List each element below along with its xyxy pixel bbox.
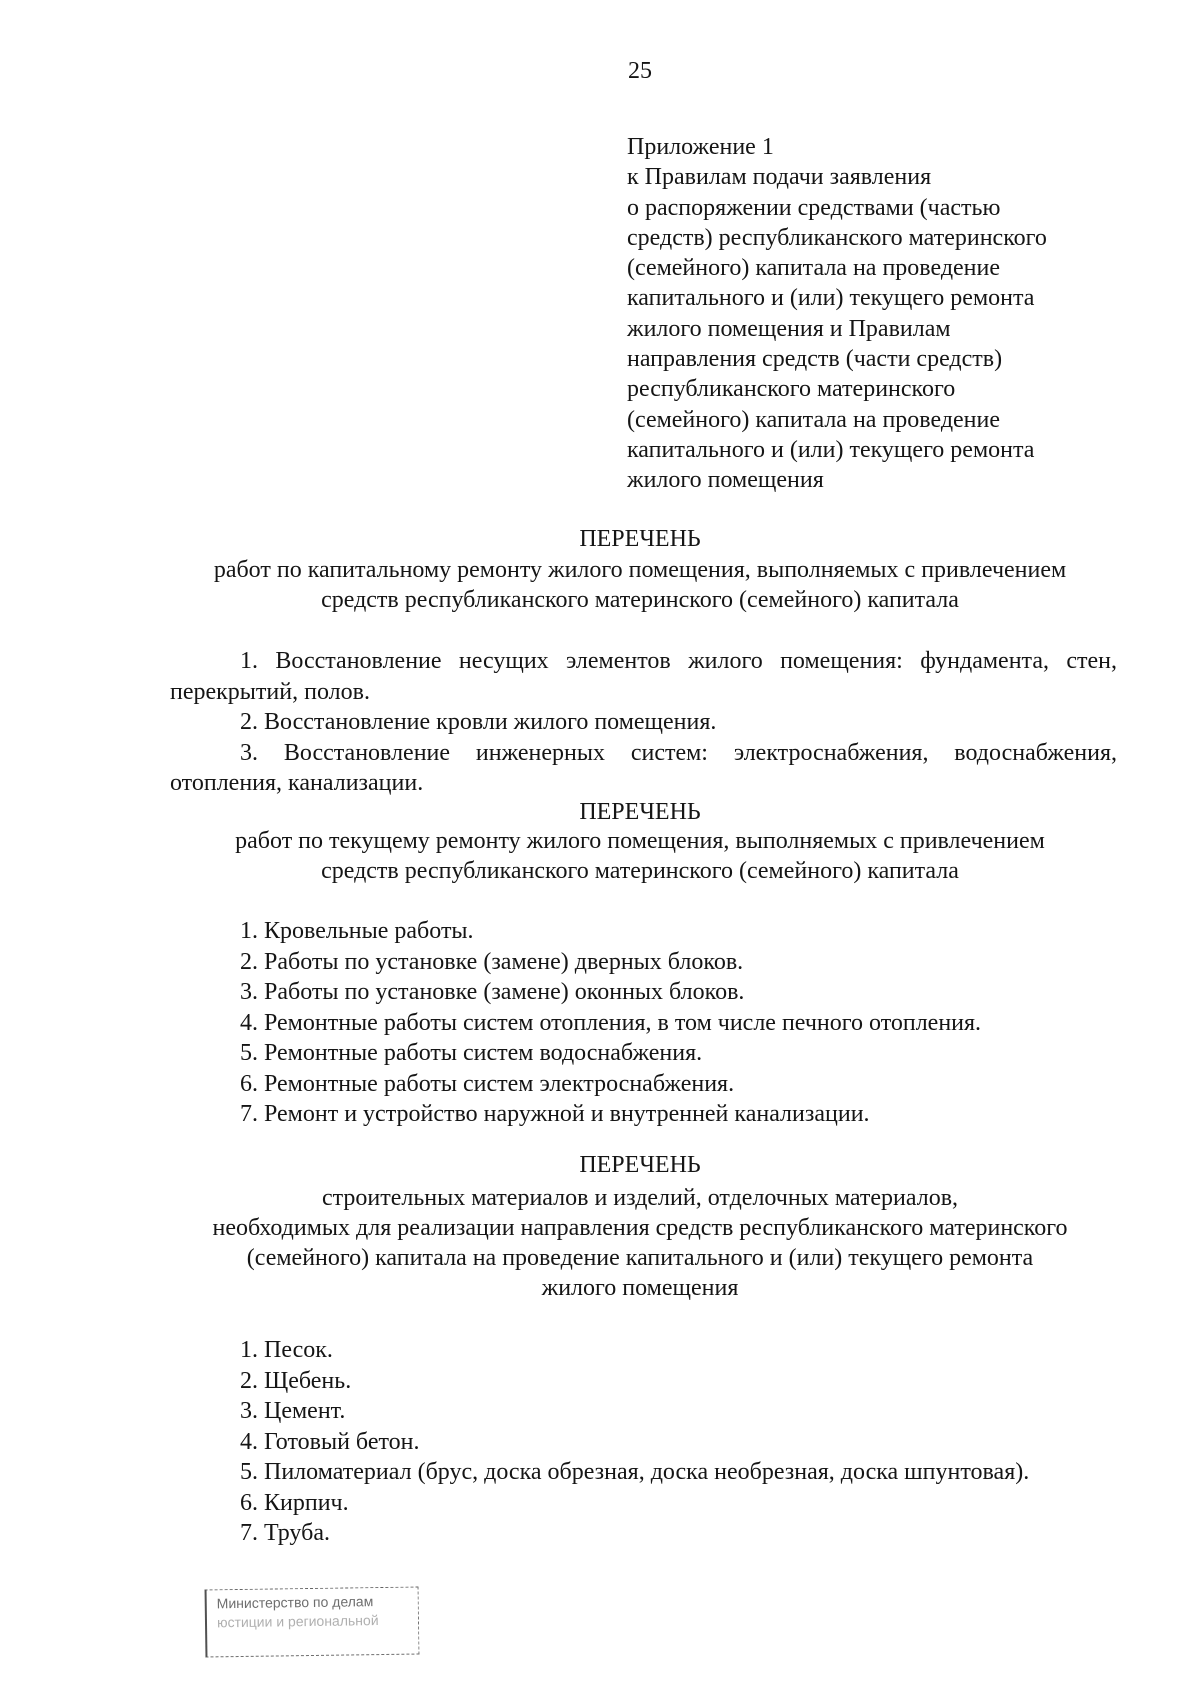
section1-list (170, 646, 1117, 799)
stamp-line: юстиции и региональной (216, 1612, 379, 1631)
section3-list (240, 1335, 1140, 1549)
section2-subtitle (160, 826, 1120, 886)
section1-item: 2. Восстановление кровли жилого помещения. (240, 709, 717, 735)
stamp-line: Министерство по делам (216, 1593, 374, 1612)
section3-item: 1. Песок. (240, 1337, 333, 1363)
section1-item: 1. Восстановление несущих элементов жилого помещения: фундамента, стен, перекрытий, полов. (170, 648, 1117, 705)
section1-item: 3. Восстановление инженерных систем: электроснабжения, водоснабжения, отопления, канализации. (170, 739, 1117, 796)
section3-title: ПЕРЕЧЕНЬ (579, 1152, 701, 1178)
section2-title: ПЕРЕЧЕНЬ (579, 799, 701, 825)
section1-subtitle (160, 555, 1120, 615)
appendix-line: средств) республиканского материнского (627, 224, 1047, 251)
section2-item: 2. Работы по установке (замене) дверных блоков. (240, 948, 744, 975)
section3-item: 3. Цемент. (240, 1398, 346, 1424)
section3-subtitle-line: строительных материалов и изделий, отделочных материалов, (321, 1185, 959, 1211)
section3-item: 2. Щебень. (240, 1367, 352, 1394)
section2-item: 4. Ремонтные работы систем отопления, в том числе печного отопления. (240, 1009, 982, 1036)
page-number: 25 (628, 58, 652, 84)
section1-subtitle-line: средств республиканского материнского (семейного) капитала (321, 587, 959, 613)
section3-item: 6. Кирпич. (240, 1489, 349, 1516)
section3-subtitle-line: (семейного) капитала на проведение капитального и (или) текущего ремонта (246, 1245, 1034, 1271)
appendix-line: к Правилам подачи заявления (627, 164, 932, 191)
section2-subtitle-line: средств республиканского материнского (семейного) капитала (321, 858, 959, 884)
appendix-line: (семейного) капитала на проведение (627, 255, 1001, 282)
section2-item: 7. Ремонт и устройство наружной и внутренней канализации. (240, 1101, 870, 1127)
appendix-line: жилого помещения и Правилам (627, 315, 951, 342)
appendix-header (627, 132, 1147, 496)
appendix-line: жилого помещения (627, 467, 824, 494)
section2-item: 3. Работы по установке (замене) оконных блоков. (240, 979, 745, 1005)
appendix-line: Приложение 1 (627, 134, 774, 160)
appendix-line: (семейного) капитала на проведение (627, 406, 1001, 433)
section3-subtitle-line: жилого помещения (541, 1275, 739, 1301)
section2-item: 6. Ремонтные работы систем электроснабжения. (240, 1070, 735, 1097)
appendix-line: направления средств (части средств) (627, 346, 1003, 373)
appendix-line: республиканского материнского (627, 376, 956, 403)
section2-list (240, 916, 1140, 1130)
section2-subtitle-line: работ по текущему ремонту жилого помещения, выполняемых с привлечением (235, 828, 1045, 854)
appendix-line: капитального и (или) текущего ремонта (627, 285, 1035, 312)
section3-item: 4. Готовый бетон. (240, 1428, 420, 1455)
section3-item: 7. Труба. (240, 1520, 330, 1546)
appendix-line: капитального и (или) текущего ремонта (627, 436, 1035, 463)
appendix-line: о распоряжении средствами (частью (627, 194, 1001, 221)
section2-item: 5. Ремонтные работы систем водоснабжения. (240, 1040, 703, 1066)
section3-subtitle-line: необходимых для реализации направления средств республиканского материнского (212, 1215, 1068, 1241)
section3-subtitle (160, 1183, 1120, 1303)
section1-title: ПЕРЕЧЕНЬ (579, 526, 701, 552)
section3-item: 5. Пиломатериал (брус, доска обрезная, доска необрезная, доска шпунтовая). (240, 1459, 1030, 1485)
section2-item: 1. Кровельные работы. (240, 918, 474, 944)
section1-subtitle-line: работ по капитальному ремонту жилого помещения, выполняемых с привлечением (213, 557, 1067, 583)
registration-stamp (205, 1587, 420, 1658)
